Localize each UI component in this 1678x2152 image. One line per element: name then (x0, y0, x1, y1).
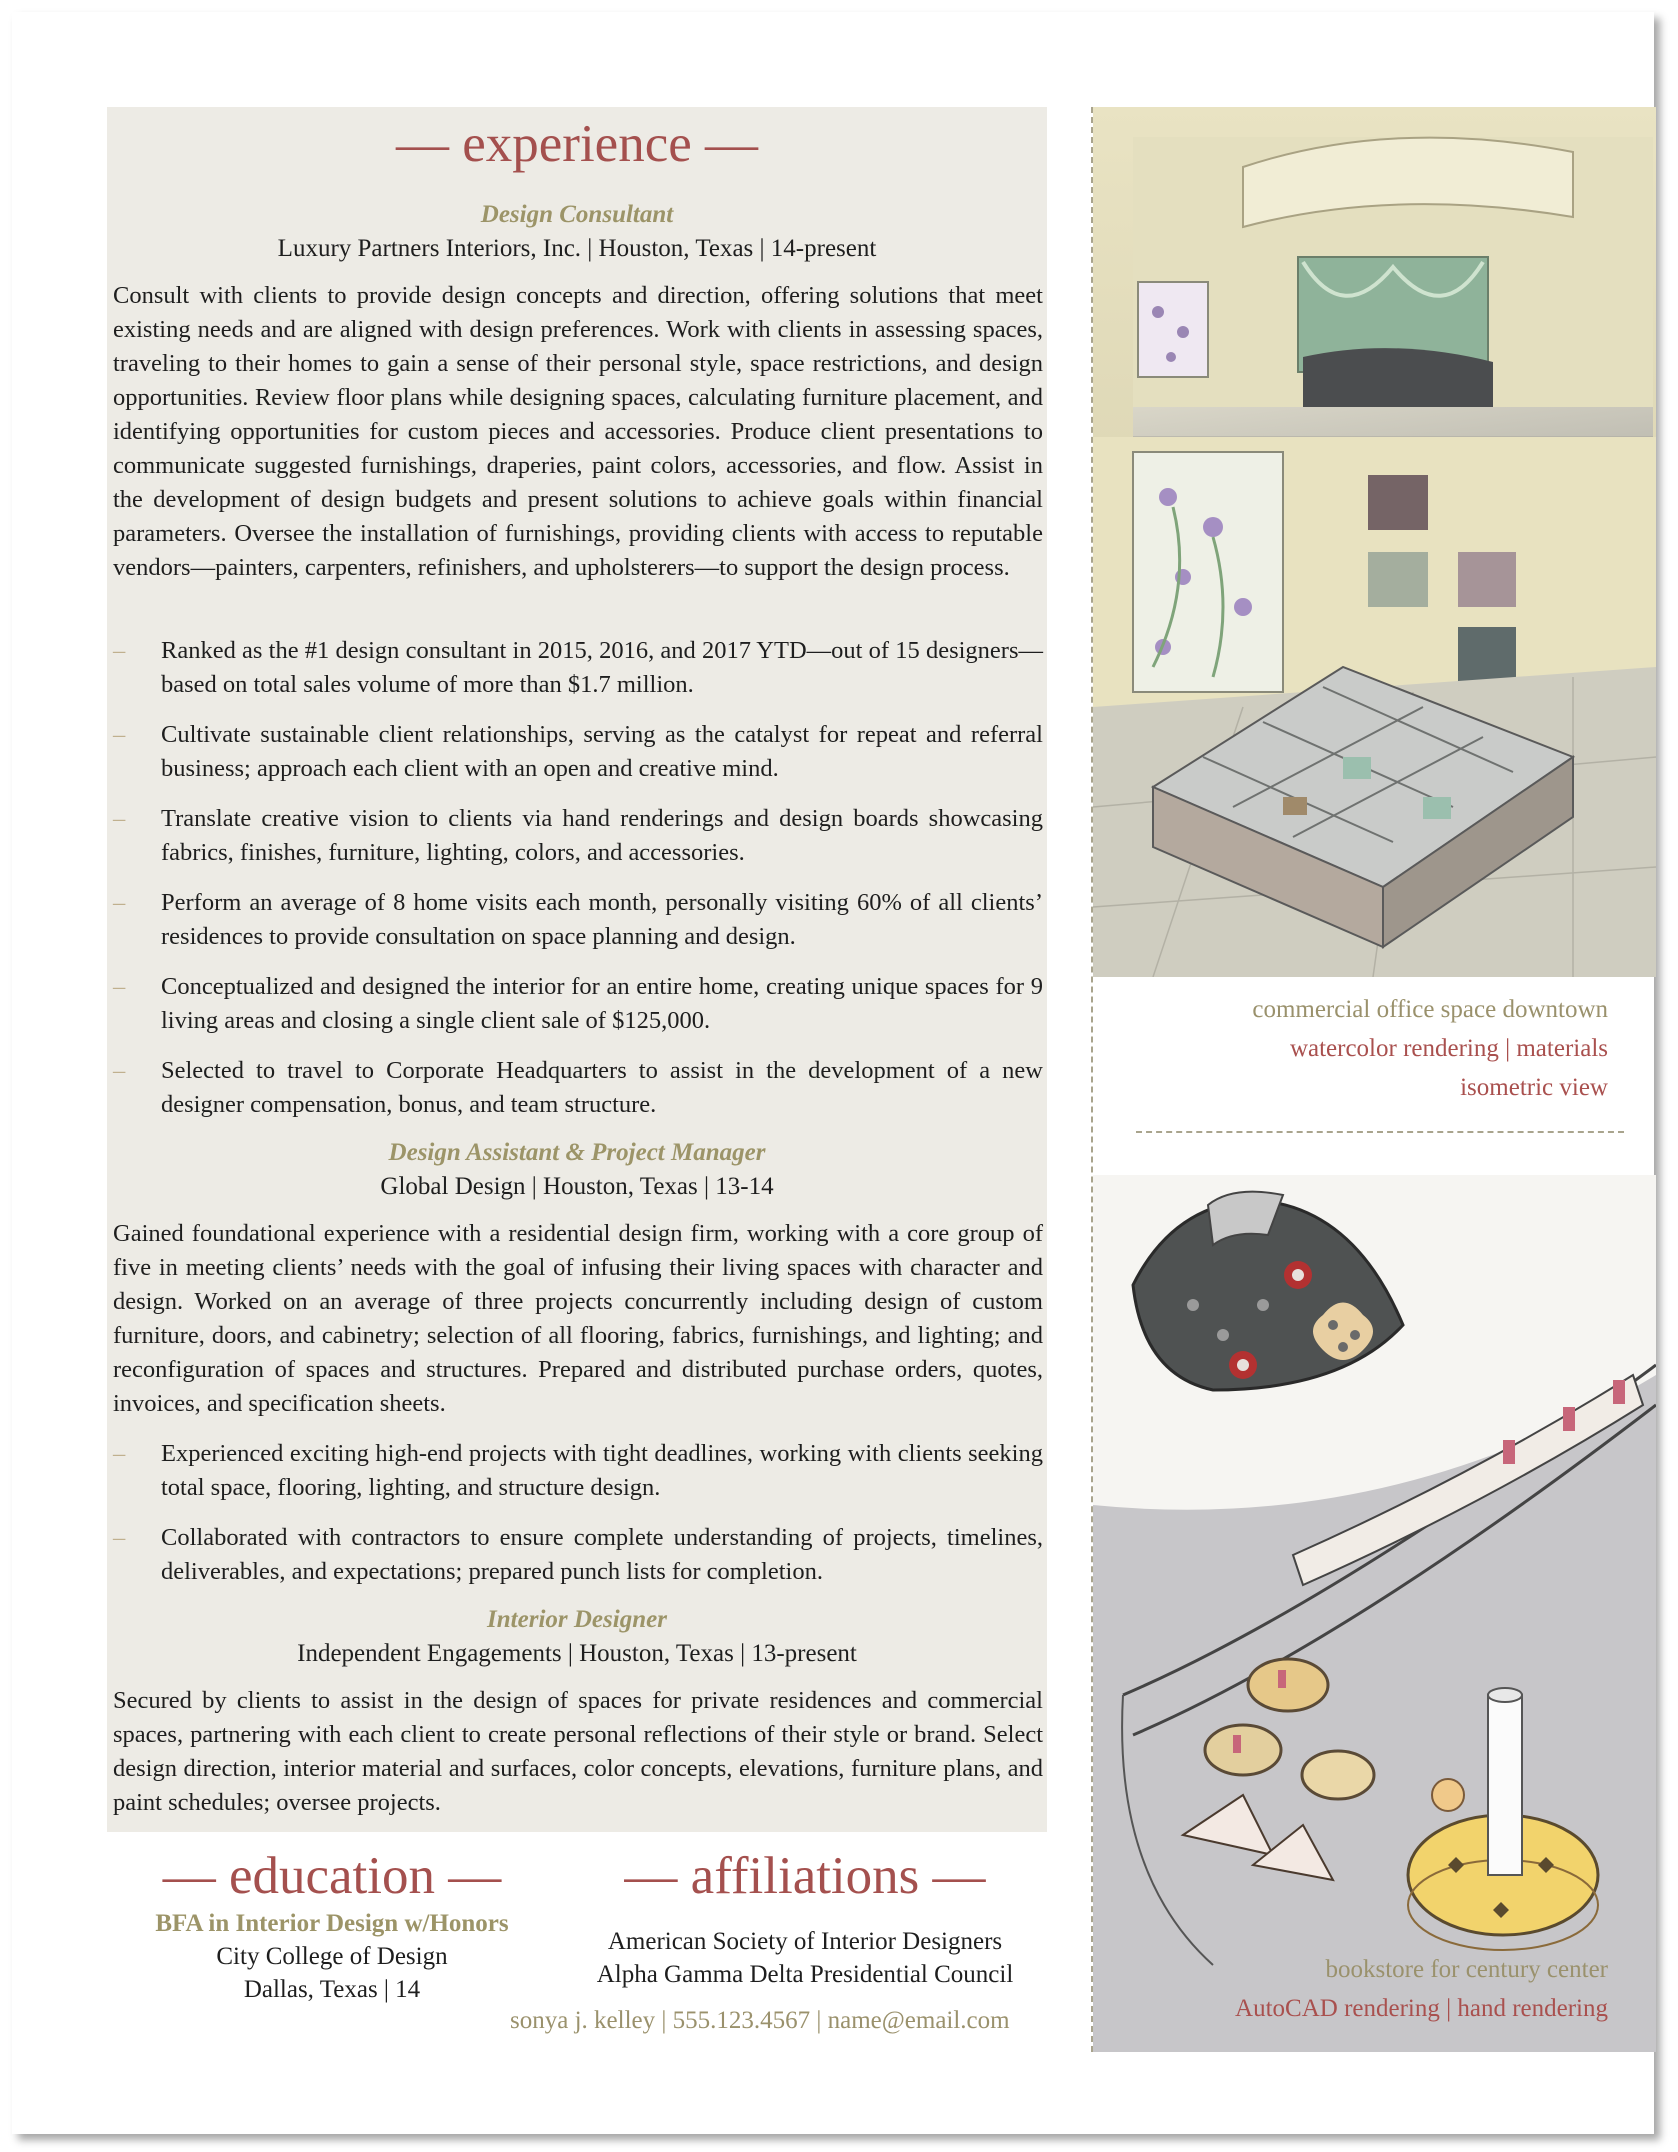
bullet-text: Conceptualized and designed the interior for an entire home, creating unique spaces for 9 living areas and closing a single client sale of $125,000. (161, 973, 1043, 1034)
job-title-design-assistant: Design Assistant & Project Manager (388, 1139, 766, 1166)
bookstore-rendering-image (1093, 1175, 1656, 2052)
caption-line: bookstore for century center (1325, 1956, 1608, 1983)
job-title-interior-designer: Interior Designer (487, 1606, 667, 1633)
list-item (113, 802, 1043, 870)
bullet-text: Collaborated with contractors to ensure complete understanding of projects, timelines, deliverables, and expectations; prepared punch lists for completion. (161, 1524, 1043, 1585)
bullet-marker: – (113, 1440, 126, 1467)
bullet-marker: – (113, 889, 126, 916)
commercial-office-rendering-image (1093, 107, 1656, 977)
affiliation-item: Alpha Gamma Delta Presidential Council (596, 1961, 1014, 1988)
bullet-text: Ranked as the #1 design consultant in 2015, 2016, and 2017 YTD—out of 15 designers—based on total sales volume of more than $1.7 million. (161, 637, 1043, 698)
material-swatch (1368, 475, 1428, 530)
caption-line: watercolor rendering | materials (1289, 1035, 1608, 1062)
caption-line: commercial office space downtown (1252, 996, 1608, 1023)
job-summary-design-consultant: Consult with clients to provide design concepts and direction, offering solutions that meet existing needs and are aligned with design preferences. Work with clients in assessing spaces, traveling to their homes to gain a sense of their personal style, space restrictions, and design opportunities. Review floor plans while designing spaces, calculating furniture placement, and identifying opportunities for custom pieces and accessories. Produce client presentations to communicate suggested furnishings, draperies, paint colors, accessories, and flow. Assist in the development of design budgets and present solutions to achieve goals within financial parameters. Oversee the installation of furnishings, providing clients with access to reputable vendors—painters, carpenters, refinishers, and upholsterers—to support the design process. (113, 282, 1043, 581)
bullet-marker: – (113, 1057, 126, 1084)
job-meta-design-consultant: Luxury Partners Interiors, Inc. | Houston, Texas | 14-present (277, 235, 877, 262)
autocad-floor-plan (1133, 1192, 1403, 1390)
bullet-text: Selected to travel to Corporate Headquarters to assist in the development of a new designer compensation, bonus, and team structure. (161, 1057, 1043, 1118)
list-item (113, 1437, 1043, 1505)
job-summary-design-assistant: Gained foundational experience with a residential design firm, working with a core group of five in meeting clients’ needs with the goal of infusing their living spaces with character and design. Worked on an average of three projects concurrently including design of custom furniture, doors, and cabinetry; selection of all flooring, fabrics, furnishings, and lighting; and reconfiguration of spaces and structures. Prepared and distributed purchase orders, quotes, invoices, and specification sheets. (113, 1220, 1043, 1417)
affiliations-heading: — affiliations — (624, 1847, 986, 1905)
top-portfolio-caption (1252, 990, 1608, 1107)
bullet-list-design-assistant (113, 1437, 1043, 1605)
job-meta-interior-designer: Independent Engagements | Houston, Texas | 13-present (297, 1640, 857, 1667)
list-item (113, 634, 1043, 702)
job-meta-design-assistant: Global Design | Houston, Texas | 13-14 (380, 1173, 774, 1200)
bullet-list-design-consultant (113, 634, 1043, 1138)
school-name: City College of Design (216, 1943, 448, 1970)
list-item (113, 970, 1043, 1038)
bullet-text: Cultivate sustainable client relationships, serving as the catalyst for repeat and referral business; approach each client with an open and creative mind. (161, 721, 1043, 782)
bookstore-illustration (1093, 1175, 1656, 2052)
list-item (113, 1521, 1043, 1589)
bullet-marker: – (113, 1524, 126, 1551)
bullet-marker: – (113, 805, 126, 832)
bottom-portfolio-caption (1235, 1950, 1608, 2028)
list-item (113, 718, 1043, 786)
job-title-design-consultant: Design Consultant (480, 201, 674, 228)
degree: BFA in Interior Design w/Honors (155, 1910, 509, 1937)
list-item (113, 886, 1043, 954)
bullet-text: Experienced exciting high-end projects with tight deadlines, working with clients seeking total space, flooring, lighting, and structure design. (161, 1440, 1043, 1501)
rendering-illustration (1093, 107, 1656, 977)
horizontal-divider (1136, 1131, 1624, 1133)
bullet-marker: – (113, 973, 126, 1000)
caption-line: isometric view (1460, 1074, 1608, 1101)
list-item (113, 1054, 1043, 1122)
bullet-text: Translate creative vision to clients via hand renderings and design boards showcasing fabrics, finishes, furniture, lighting, colors, and accessories. (161, 805, 1043, 866)
education-heading: — education — (162, 1847, 502, 1905)
contact-line: sonya j. kelley | 555.123.4567 | name@email.com (510, 2007, 1010, 2034)
bullet-text: Perform an average of 8 home visits each month, personally visiting 60% of all clients’ residences to provide consultation on space planning and design. (161, 889, 1043, 950)
affiliation-item: American Society of Interior Designers (607, 1928, 1003, 1955)
bullet-marker: – (113, 721, 126, 748)
school-location: Dallas, Texas | 14 (243, 1976, 421, 2003)
affiliations-block (560, 1925, 1050, 1991)
caption-line: AutoCAD rendering | hand rendering (1235, 1995, 1608, 2022)
bullet-marker: – (113, 637, 126, 664)
education-block (107, 1907, 557, 2006)
job-summary-interior-designer: Secured by clients to assist in the design of spaces for private residences and commercial spaces, partnering with each client to create personal reflections of their style or brand. Select design direction, interior material and surfaces, color concepts, elevations, furniture plans, and paint schedules; oversee projects. (113, 1687, 1043, 1816)
experience-heading: — experience — (396, 115, 758, 173)
